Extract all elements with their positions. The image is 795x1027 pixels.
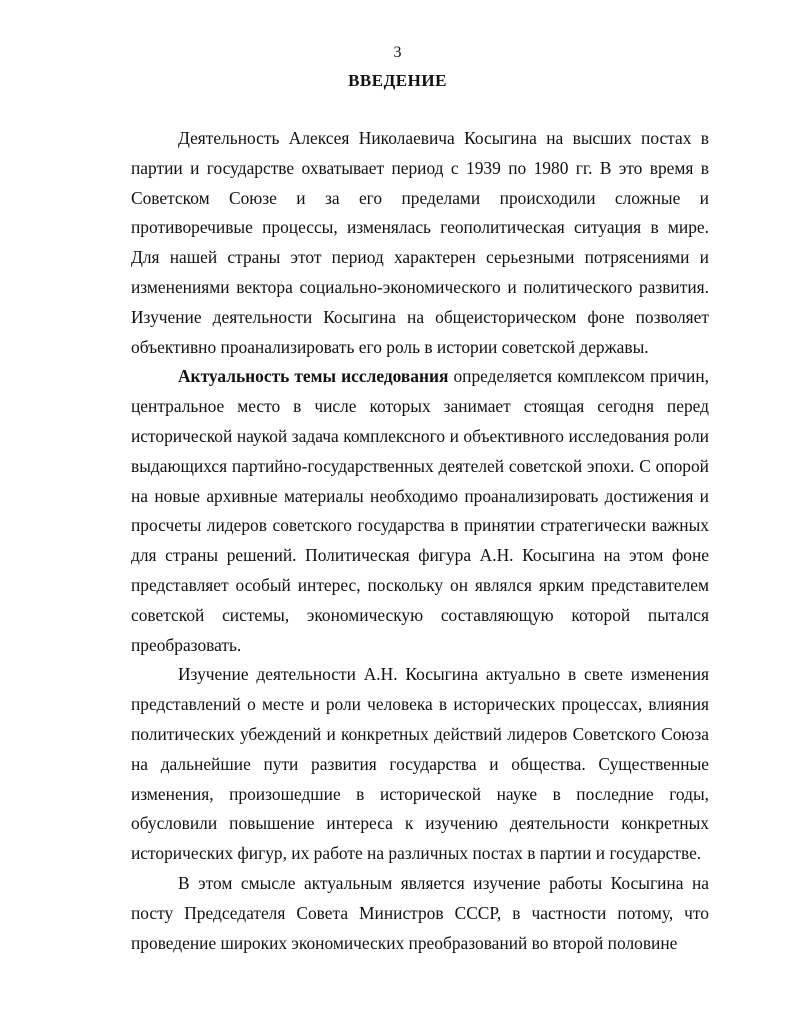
paragraph-2 — [131, 362, 709, 660]
paragraph-lead-bold: Актуальность темы исследования — [178, 366, 449, 387]
paragraph-1 — [131, 124, 709, 362]
paragraph-text: Изучение деятельности А.Н. Косыгина актуально в свете изменения представлений о месте и роли человека в исторических процессах, влияния политических убеждений и конкретных действий лидеров Советского Союза на дальнейшие пути развития государства и общества. Существенные изменения, произошедшие в исторической науке в последние годы, обусловили повышение интереса к изучению деятельности конкретных исторических фигур, их работе на различных постах в партии и государстве. — [131, 664, 709, 864]
body-text — [131, 124, 709, 958]
paragraph-text: определяется комплексом причин, центральное место в числе которых занимает стоящая сегодня перед исторической наукой задача комплексного и объективного исследования роли выдающихся партийно-государственных деятелей советской эпохи. С опорой на новые архивные материалы необходимо проанализировать достижения и просчеты лидеров советского государства в принятии стратегически важных для страны решений. Политическая фигура А.Н. Косыгина на этом фоне представляет особый интерес, поскольку он являлся ярким представителем советской системы, экономическую составляющую которой пытался преобразовать. — [131, 366, 710, 655]
paragraph-3 — [131, 660, 709, 869]
section-heading: ВВЕДЕНИЕ — [348, 71, 447, 90]
paragraph-text: Деятельность Алексея Николаевича Косыгина на высших постах в партии и государстве охватывает период с 1939 по 1980 гг. В это время в Советском Союзе и за его пределами происходили сложные и противоречивые процессы, изменялась геополитическая ситуация в мире. Для нашей страны этот период характерен серьезными потрясениями и изменениями вектора социально-экономического и политического развития. Изучение деятельности Косыгина на общеисторическом фоне позволяет объективно проанализировать его роль в истории советской державы. — [131, 128, 709, 357]
paragraph-text: В этом смысле актуальным является изучение работы Косыгина на посту Председателя Совета Министров СССР, в частности потому, что проведение широких экономических преобразований во второй половине — [131, 872, 709, 953]
paragraph-4 — [131, 869, 709, 958]
page-number: 3 — [393, 44, 402, 61]
